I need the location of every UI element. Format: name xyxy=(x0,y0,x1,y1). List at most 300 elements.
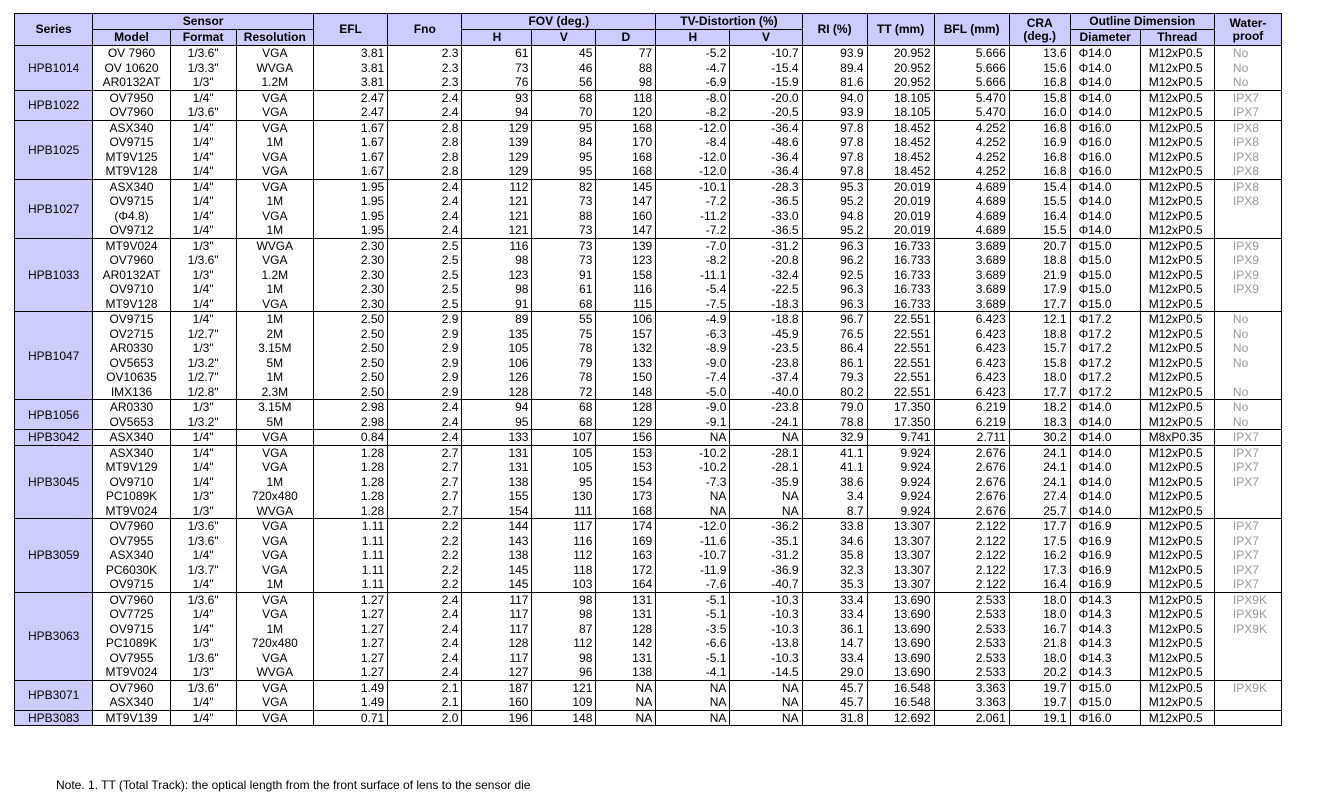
tv-h-cell: -9.0 xyxy=(656,356,730,371)
efl-cell: 2.47 xyxy=(313,90,387,105)
cra-cell: 17.3 xyxy=(1009,563,1070,578)
efl-cell: 2.98 xyxy=(313,400,387,415)
efl-cell: 3.81 xyxy=(313,75,387,90)
fov-h-cell: 138 xyxy=(462,475,532,490)
format-cell: 1/4" xyxy=(170,282,236,297)
thread-cell: M12xP0.5 xyxy=(1140,475,1214,490)
fno-cell: 2.3 xyxy=(388,75,462,90)
thread-cell: M12xP0.5 xyxy=(1140,489,1214,504)
thread-cell: M12xP0.5 xyxy=(1140,312,1214,327)
tt-cell: 9.924 xyxy=(867,460,934,475)
fov-h-cell: 117 xyxy=(462,607,532,622)
header-fov-v: V xyxy=(532,30,596,46)
waterproof-cell: IPX9K xyxy=(1214,680,1281,695)
table-row xyxy=(15,238,1282,253)
series-cell: HPB1027 xyxy=(15,179,93,238)
thread-cell: M12xP0.5 xyxy=(1140,636,1214,651)
resolution-cell: VGA xyxy=(236,592,313,607)
fov-d-cell: 132 xyxy=(596,341,656,356)
bfl-cell: 6.219 xyxy=(934,400,1009,415)
header-fov-d: D xyxy=(596,30,656,46)
header-thread: Thread xyxy=(1140,30,1214,46)
tv-v-cell: -36.4 xyxy=(730,150,802,165)
diameter-cell: Φ16.9 xyxy=(1070,563,1140,578)
series-cell: HPB3083 xyxy=(15,710,93,726)
table-row xyxy=(15,341,1282,356)
table-row xyxy=(15,61,1282,76)
fov-v-cell: 117 xyxy=(532,519,596,534)
format-cell: 1/3.6" xyxy=(170,592,236,607)
bfl-cell: 2.122 xyxy=(934,548,1009,563)
fov-d-cell: 116 xyxy=(596,282,656,297)
resolution-cell: VGA xyxy=(236,105,313,120)
resolution-cell: VGA xyxy=(236,651,313,666)
bfl-cell: 3.363 xyxy=(934,680,1009,695)
bfl-cell: 5.666 xyxy=(934,61,1009,76)
efl-cell: 1.95 xyxy=(313,223,387,238)
fno-cell: 2.7 xyxy=(388,460,462,475)
efl-cell: 2.50 xyxy=(313,385,387,400)
fov-v-cell: 111 xyxy=(532,504,596,519)
bfl-cell: 4.689 xyxy=(934,194,1009,209)
fov-v-cell: 82 xyxy=(532,179,596,194)
fno-cell: 2.4 xyxy=(388,665,462,680)
bfl-cell: 6.423 xyxy=(934,341,1009,356)
model-cell: OV7960 xyxy=(93,592,170,607)
format-cell: 1/4" xyxy=(170,710,236,726)
fov-v-cell: 112 xyxy=(532,548,596,563)
fov-h-cell: 131 xyxy=(462,460,532,475)
efl-cell: 1.28 xyxy=(313,445,387,460)
format-cell: 1/4" xyxy=(170,548,236,563)
bfl-cell: 2.533 xyxy=(934,622,1009,637)
tv-v-cell: -36.5 xyxy=(730,194,802,209)
table-row xyxy=(15,622,1282,637)
efl-cell: 3.81 xyxy=(313,61,387,76)
header-tv-v: V xyxy=(730,30,802,46)
tv-h-cell: -10.7 xyxy=(656,548,730,563)
diameter-cell: Φ14.3 xyxy=(1070,665,1140,680)
tv-v-cell: NA xyxy=(730,710,802,726)
tv-h-cell: -7.3 xyxy=(656,475,730,490)
tv-h-cell: NA xyxy=(656,695,730,710)
ri-cell: 33.4 xyxy=(802,607,867,622)
tv-v-cell: -32.4 xyxy=(730,268,802,283)
ri-cell: 78.8 xyxy=(802,415,867,430)
tt-cell: 13.690 xyxy=(867,622,934,637)
diameter-cell: Φ14.3 xyxy=(1070,622,1140,637)
model-cell: ASX340 xyxy=(93,179,170,194)
waterproof-cell: IPX7 xyxy=(1214,534,1281,549)
fov-v-cell: 95 xyxy=(532,150,596,165)
table-row xyxy=(15,548,1282,563)
format-cell: 1/3.7" xyxy=(170,563,236,578)
tt-cell: 9.924 xyxy=(867,489,934,504)
format-cell: 1/3" xyxy=(170,636,236,651)
table-row xyxy=(15,385,1282,400)
cra-cell: 16.2 xyxy=(1009,548,1070,563)
diameter-cell: Φ16.0 xyxy=(1070,710,1140,726)
tv-h-cell: -6.3 xyxy=(656,327,730,342)
table-row xyxy=(15,253,1282,268)
format-cell: 1/3" xyxy=(170,504,236,519)
model-cell: OV9715 xyxy=(93,312,170,327)
fov-v-cell: 91 xyxy=(532,268,596,283)
table-row xyxy=(15,489,1282,504)
tt-cell: 18.452 xyxy=(867,135,934,150)
tt-cell: 20.952 xyxy=(867,61,934,76)
ri-cell: 76.5 xyxy=(802,327,867,342)
fov-d-cell: 145 xyxy=(596,179,656,194)
thread-cell: M12xP0.5 xyxy=(1140,209,1214,224)
bfl-cell: 6.423 xyxy=(934,370,1009,385)
tv-h-cell: NA xyxy=(656,504,730,519)
ri-cell: 33.4 xyxy=(802,592,867,607)
fno-cell: 2.4 xyxy=(388,105,462,120)
thread-cell: M12xP0.5 xyxy=(1140,223,1214,238)
tv-h-cell: -5.4 xyxy=(656,282,730,297)
fov-v-cell: 148 xyxy=(532,710,596,726)
tv-v-cell: -14.5 xyxy=(730,665,802,680)
fov-h-cell: 128 xyxy=(462,636,532,651)
fov-h-cell: 196 xyxy=(462,710,532,726)
tv-h-cell: -10.1 xyxy=(656,179,730,194)
model-cell: OV7960 xyxy=(93,680,170,695)
fov-h-cell: 160 xyxy=(462,695,532,710)
thread-cell: M12xP0.5 xyxy=(1140,563,1214,578)
cra-cell: 27.4 xyxy=(1009,489,1070,504)
diameter-cell: Φ15.0 xyxy=(1070,297,1140,312)
fov-d-cell: 120 xyxy=(596,105,656,120)
resolution-cell: 5M xyxy=(236,356,313,371)
thread-cell: M12xP0.5 xyxy=(1140,534,1214,549)
cra-cell: 18.0 xyxy=(1009,592,1070,607)
waterproof-cell xyxy=(1214,489,1281,504)
fov-d-cell: 139 xyxy=(596,238,656,253)
fno-cell: 2.2 xyxy=(388,548,462,563)
table-row xyxy=(15,430,1282,446)
model-cell: ASX340 xyxy=(93,430,170,446)
format-cell: 1/4" xyxy=(170,223,236,238)
fno-cell: 2.7 xyxy=(388,504,462,519)
resolution-cell: WVGA xyxy=(236,504,313,519)
resolution-cell: VGA xyxy=(236,548,313,563)
waterproof-cell xyxy=(1214,370,1281,385)
fov-v-cell: 68 xyxy=(532,415,596,430)
bfl-cell: 4.252 xyxy=(934,135,1009,150)
ri-cell: 34.6 xyxy=(802,534,867,549)
thread-cell: M12xP0.5 xyxy=(1140,504,1214,519)
diameter-cell: Φ16.9 xyxy=(1070,519,1140,534)
ri-cell: 97.8 xyxy=(802,164,867,179)
efl-cell: 1.67 xyxy=(313,135,387,150)
series-cell: HPB1025 xyxy=(15,120,93,179)
efl-cell: 3.81 xyxy=(313,46,387,61)
header-efl: EFL xyxy=(313,14,387,46)
diameter-cell: Φ15.0 xyxy=(1070,695,1140,710)
resolution-cell: VGA xyxy=(236,209,313,224)
efl-cell: 1.27 xyxy=(313,592,387,607)
cra-cell: 17.5 xyxy=(1009,534,1070,549)
cra-cell: 16.4 xyxy=(1009,209,1070,224)
fno-cell: 2.8 xyxy=(388,150,462,165)
efl-cell: 1.28 xyxy=(313,504,387,519)
resolution-cell: 1M xyxy=(236,622,313,637)
bfl-cell: 2.533 xyxy=(934,607,1009,622)
ri-cell: 95.2 xyxy=(802,223,867,238)
diameter-cell: Φ17.2 xyxy=(1070,370,1140,385)
efl-cell: 2.30 xyxy=(313,253,387,268)
tv-h-cell: -8.0 xyxy=(656,90,730,105)
tv-v-cell: -36.4 xyxy=(730,164,802,179)
resolution-cell: VGA xyxy=(236,519,313,534)
tt-cell: 13.307 xyxy=(867,563,934,578)
resolution-cell: WVGA xyxy=(236,665,313,680)
thread-cell: M12xP0.5 xyxy=(1140,680,1214,695)
ri-cell: 89.4 xyxy=(802,61,867,76)
tv-v-cell: -10.3 xyxy=(730,622,802,637)
diameter-cell: Φ16.0 xyxy=(1070,150,1140,165)
tv-v-cell: -36.2 xyxy=(730,519,802,534)
waterproof-cell xyxy=(1214,297,1281,312)
ri-cell: 36.1 xyxy=(802,622,867,637)
lens-spec-table xyxy=(14,13,1282,726)
fov-h-cell: 116 xyxy=(462,238,532,253)
cra-cell: 30.2 xyxy=(1009,430,1070,446)
model-cell: OV7960 xyxy=(93,105,170,120)
bfl-cell: 2.711 xyxy=(934,430,1009,446)
thread-cell: M12xP0.5 xyxy=(1140,75,1214,90)
thread-cell: M12xP0.5 xyxy=(1140,415,1214,430)
tv-h-cell: -3.5 xyxy=(656,622,730,637)
bfl-cell: 2.676 xyxy=(934,504,1009,519)
tv-v-cell: -23.5 xyxy=(730,341,802,356)
tv-v-cell: -28.1 xyxy=(730,445,802,460)
fno-cell: 2.4 xyxy=(388,622,462,637)
diameter-cell: Φ15.0 xyxy=(1070,282,1140,297)
tv-h-cell: -11.2 xyxy=(656,209,730,224)
table-header xyxy=(15,14,1282,46)
diameter-cell: Φ16.0 xyxy=(1070,164,1140,179)
tv-v-cell: -31.2 xyxy=(730,238,802,253)
thread-cell: M12xP0.5 xyxy=(1140,282,1214,297)
thread-cell: M12xP0.5 xyxy=(1140,665,1214,680)
diameter-cell: Φ14.0 xyxy=(1070,179,1140,194)
fov-v-cell: 130 xyxy=(532,489,596,504)
model-cell: AR0132AT xyxy=(93,75,170,90)
thread-cell: M12xP0.5 xyxy=(1140,460,1214,475)
tv-h-cell: -10.2 xyxy=(656,445,730,460)
waterproof-cell: IPX9K xyxy=(1214,607,1281,622)
fov-v-cell: 109 xyxy=(532,695,596,710)
tv-v-cell: NA xyxy=(730,695,802,710)
bfl-cell: 2.533 xyxy=(934,651,1009,666)
waterproof-cell: IPX9 xyxy=(1214,268,1281,283)
table-row xyxy=(15,370,1282,385)
model-cell: MT9V128 xyxy=(93,297,170,312)
diameter-cell: Φ14.0 xyxy=(1070,415,1140,430)
cra-cell: 17.7 xyxy=(1009,519,1070,534)
cra-cell: 18.3 xyxy=(1009,415,1070,430)
fov-v-cell: 68 xyxy=(532,400,596,415)
tv-v-cell: -18.3 xyxy=(730,297,802,312)
tv-h-cell: -5.1 xyxy=(656,592,730,607)
resolution-cell: 1M xyxy=(236,475,313,490)
efl-cell: 1.95 xyxy=(313,179,387,194)
tv-h-cell: -6.9 xyxy=(656,75,730,90)
format-cell: 1/3.6" xyxy=(170,519,236,534)
format-cell: 1/3" xyxy=(170,268,236,283)
format-cell: 1/3.6" xyxy=(170,46,236,61)
waterproof-cell: IPX7 xyxy=(1214,475,1281,490)
tt-cell: 22.551 xyxy=(867,312,934,327)
format-cell: 1/4" xyxy=(170,194,236,209)
format-cell: 1/4" xyxy=(170,297,236,312)
fno-cell: 2.9 xyxy=(388,385,462,400)
ri-cell: 86.1 xyxy=(802,356,867,371)
waterproof-cell xyxy=(1214,695,1281,710)
fov-d-cell: 169 xyxy=(596,534,656,549)
cra-cell: 15.5 xyxy=(1009,223,1070,238)
efl-cell: 1.11 xyxy=(313,563,387,578)
bfl-cell: 2.533 xyxy=(934,636,1009,651)
fno-cell: 2.7 xyxy=(388,445,462,460)
cra-cell: 16.0 xyxy=(1009,105,1070,120)
efl-cell: 2.98 xyxy=(313,415,387,430)
model-cell: OV9710 xyxy=(93,282,170,297)
cra-cell: 15.8 xyxy=(1009,90,1070,105)
table-row xyxy=(15,475,1282,490)
cra-cell: 16.8 xyxy=(1009,75,1070,90)
fov-h-cell: 143 xyxy=(462,534,532,549)
fov-h-cell: 93 xyxy=(462,90,532,105)
tt-cell: 12.692 xyxy=(867,710,934,726)
waterproof-cell xyxy=(1214,504,1281,519)
resolution-cell: 1.2M xyxy=(236,75,313,90)
table-row xyxy=(15,327,1282,342)
diameter-cell: Φ14.3 xyxy=(1070,636,1140,651)
ri-cell: 93.9 xyxy=(802,105,867,120)
bfl-cell: 2.122 xyxy=(934,577,1009,592)
header-waterproof-line1: Water- xyxy=(1229,15,1267,30)
fov-v-cell: 121 xyxy=(532,680,596,695)
efl-cell: 2.50 xyxy=(313,356,387,371)
diameter-cell: Φ14.0 xyxy=(1070,460,1140,475)
tv-v-cell: -20.5 xyxy=(730,105,802,120)
fov-d-cell: 163 xyxy=(596,548,656,563)
resolution-cell: VGA xyxy=(236,253,313,268)
table-row xyxy=(15,179,1282,194)
efl-cell: 1.67 xyxy=(313,164,387,179)
tv-v-cell: NA xyxy=(730,430,802,446)
efl-cell: 0.71 xyxy=(313,710,387,726)
fno-cell: 2.5 xyxy=(388,238,462,253)
diameter-cell: Φ14.0 xyxy=(1070,46,1140,61)
series-cell: HPB1014 xyxy=(15,46,93,91)
efl-cell: 1.27 xyxy=(313,607,387,622)
waterproof-cell: No xyxy=(1214,46,1281,61)
fov-d-cell: 88 xyxy=(596,61,656,76)
series-cell: HPB3063 xyxy=(15,592,93,680)
ri-cell: 79.3 xyxy=(802,370,867,385)
cra-cell: 20.2 xyxy=(1009,665,1070,680)
waterproof-cell: No xyxy=(1214,415,1281,430)
tt-cell: 9.924 xyxy=(867,504,934,519)
format-cell: 1/4" xyxy=(170,445,236,460)
diameter-cell: Φ14.0 xyxy=(1070,223,1140,238)
tt-cell: 22.551 xyxy=(867,356,934,371)
bfl-cell: 5.470 xyxy=(934,90,1009,105)
fno-cell: 2.4 xyxy=(388,179,462,194)
tv-h-cell: -11.9 xyxy=(656,563,730,578)
format-cell: 1/3.6" xyxy=(170,680,236,695)
tt-cell: 18.452 xyxy=(867,164,934,179)
tv-h-cell: NA xyxy=(656,489,730,504)
fov-h-cell: 117 xyxy=(462,622,532,637)
cra-cell: 18.0 xyxy=(1009,651,1070,666)
thread-cell: M12xP0.5 xyxy=(1140,356,1214,371)
waterproof-cell: IPX9K xyxy=(1214,592,1281,607)
header-tv-distortion: TV-Distortion (%) xyxy=(656,14,802,30)
header-tt: TT (mm) xyxy=(867,14,934,46)
format-cell: 1/4" xyxy=(170,695,236,710)
table-row xyxy=(15,135,1282,150)
diameter-cell: Φ14.0 xyxy=(1070,105,1140,120)
ri-cell: 86.4 xyxy=(802,341,867,356)
tv-v-cell: -15.4 xyxy=(730,61,802,76)
tv-v-cell: -18.8 xyxy=(730,312,802,327)
diameter-cell: Φ15.0 xyxy=(1070,253,1140,268)
waterproof-cell: IPX7 xyxy=(1214,563,1281,578)
tt-cell: 16.548 xyxy=(867,695,934,710)
fov-v-cell: 72 xyxy=(532,385,596,400)
thread-cell: M12xP0.5 xyxy=(1140,341,1214,356)
model-cell: AR0330 xyxy=(93,341,170,356)
bfl-cell: 2.676 xyxy=(934,445,1009,460)
tt-cell: 13.690 xyxy=(867,592,934,607)
efl-cell: 1.11 xyxy=(313,548,387,563)
thread-cell: M12xP0.5 xyxy=(1140,297,1214,312)
tt-cell: 13.690 xyxy=(867,651,934,666)
tv-v-cell: -22.5 xyxy=(730,282,802,297)
table-row xyxy=(15,680,1282,695)
waterproof-cell: No xyxy=(1214,61,1281,76)
cra-cell: 17.9 xyxy=(1009,282,1070,297)
model-cell: OV 10620 xyxy=(93,61,170,76)
cra-cell: 15.8 xyxy=(1009,356,1070,371)
tv-v-cell: -24.1 xyxy=(730,415,802,430)
fov-v-cell: 68 xyxy=(532,90,596,105)
header-cra-line1: CRA xyxy=(1026,15,1053,30)
table-row xyxy=(15,519,1282,534)
fov-v-cell: 61 xyxy=(532,282,596,297)
resolution-cell: 1.2M xyxy=(236,268,313,283)
cra-cell: 15.5 xyxy=(1009,194,1070,209)
fov-h-cell: 135 xyxy=(462,327,532,342)
format-cell: 1/4" xyxy=(170,475,236,490)
fov-d-cell: NA xyxy=(596,695,656,710)
tv-h-cell: -8.2 xyxy=(656,105,730,120)
fov-d-cell: 157 xyxy=(596,327,656,342)
waterproof-cell: No xyxy=(1214,312,1281,327)
ri-cell: 29.0 xyxy=(802,665,867,680)
tv-v-cell: -28.3 xyxy=(730,179,802,194)
efl-cell: 2.50 xyxy=(313,341,387,356)
resolution-cell: 1M xyxy=(236,194,313,209)
model-cell: OV9712 xyxy=(93,223,170,238)
fov-v-cell: 70 xyxy=(532,105,596,120)
fov-v-cell: 98 xyxy=(532,592,596,607)
